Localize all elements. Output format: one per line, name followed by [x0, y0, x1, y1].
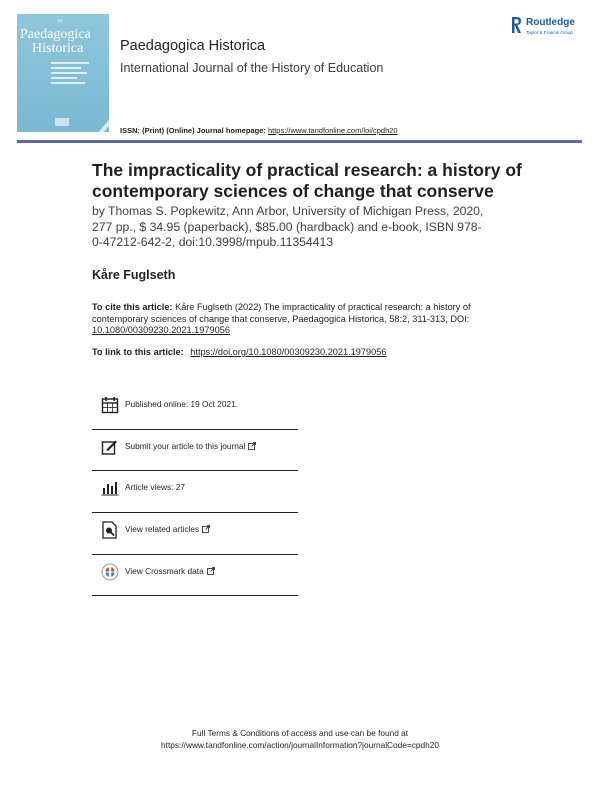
- cover-volume-label: Vol.: [57, 18, 64, 23]
- external-link-icon: [202, 525, 210, 533]
- link-label: To link to this article:: [92, 347, 184, 357]
- cite-this-article: [92, 302, 502, 337]
- routledge-r-icon: [511, 16, 522, 34]
- submit-article-row[interactable]: [92, 430, 298, 472]
- submit-edit-icon: [101, 438, 119, 456]
- reviewer-name: Kåre Fuglseth: [92, 268, 176, 282]
- published-online-row: [92, 388, 298, 430]
- bar-chart-icon: [101, 479, 119, 497]
- cite-text: Kåre Fuglseth (2022) The impracticality of practical research: a history of contemporary sciences of change that conserve, Paedagogica Historica, 58:2, 311-313, DOI:: [92, 302, 471, 324]
- routledge-name: Routledge: [526, 17, 575, 28]
- external-link-icon: [248, 442, 256, 450]
- submit-article-text: Submit your article to this journal: [125, 440, 246, 451]
- related-articles-link[interactable]: [125, 524, 210, 534]
- search-document-icon: [101, 521, 119, 539]
- article-info-list: [92, 388, 298, 596]
- footer-terms-link[interactable]: https://www.tandfonline.com/action/journalInformation?journalCode=cpdh20: [161, 740, 439, 750]
- cover-stripe: [97, 111, 109, 132]
- crossmark-link[interactable]: [125, 566, 215, 576]
- external-link-icon: [207, 567, 215, 575]
- cite-label: To cite this article:: [92, 302, 173, 312]
- header-divider: [17, 140, 582, 143]
- issn-line: [120, 126, 398, 135]
- calendar-icon: [101, 396, 119, 414]
- related-articles-text: View related articles: [125, 524, 200, 535]
- article-views-row: [92, 471, 298, 513]
- cover-title-line1: Paedagogica: [20, 27, 91, 42]
- issn-label: ISSN: (Print) (Online) Journal homepage:: [120, 126, 266, 135]
- routledge-logo: [511, 16, 591, 42]
- crossmark-text: View Crossmark data: [125, 565, 204, 576]
- crossmark-row[interactable]: [92, 555, 298, 597]
- terms-footer: [0, 727, 600, 751]
- routledge-tagline: Taylor & Francis Group: [526, 30, 573, 35]
- journal-title: Paedagogica Historica: [120, 38, 266, 54]
- related-articles-row[interactable]: [92, 513, 298, 555]
- submit-article-link[interactable]: [125, 441, 256, 451]
- footer-line1: Full Terms & Conditions of access and use can be found at: [191, 728, 409, 738]
- article-views-text: Article views: 27: [125, 482, 185, 493]
- crossmark-icon: [101, 563, 119, 581]
- journal-subtitle: International Journal of the History of Education: [120, 61, 384, 75]
- cover-publisher-logo: [55, 118, 69, 126]
- published-online-text: Published online: 19 Oct 2021.: [125, 399, 239, 409]
- article-title: The impracticality of practical research: a history of contemporary sciences of change that conserve: [92, 160, 522, 201]
- link-to-article: [92, 347, 386, 357]
- cover-text-lines: [51, 62, 89, 87]
- reviewed-book-citation: by Thomas S. Popkewitz, Ann Arbor, University of Michigan Press, 2020, 277 pp., $ 34.95 (paperback), $85.00 (hardback) and e-book, ISBN 978-0-47212-642-2, doi:10.3998/mpub.11354413: [92, 204, 484, 250]
- doi-link[interactable]: 10.1080/00309230.2021.1979056: [92, 325, 230, 335]
- journal-homepage-link[interactable]: https://www.tandfonline.com/loi/cpdh20: [267, 126, 398, 135]
- journal-cover-image: [17, 14, 109, 132]
- article-url-link[interactable]: https://doi.org/10.1080/00309230.2021.1979056: [190, 347, 387, 357]
- cover-title-line2: Historica: [32, 41, 84, 56]
